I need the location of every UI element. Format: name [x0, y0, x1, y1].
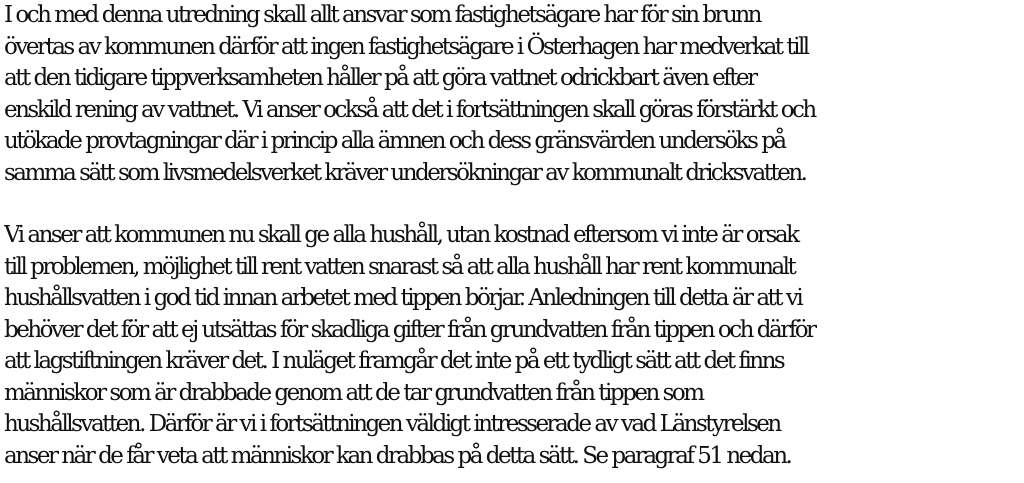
text-line: Vi anser att kommunen nu skall ge alla hushåll, utan kostnad eftersom vi inte är orsak — [4, 222, 798, 248]
text-line: behöver det för att ej utsättas för skadliga gifter från grundvatten från tippen och därför — [4, 316, 815, 343]
paragraph-1 — [4, 0, 1024, 189]
text-line: I och med denna utredning skall allt ansvar som fastighetsägare har för sin brunn — [4, 2, 760, 28]
paragraph-2 — [4, 220, 1024, 472]
text-line: att den tidigare tippverksamheten håller på att göra vattnet odrickbart även efter — [4, 65, 756, 91]
text-line: hushållsvatten. Därför är vi i fortsättningen väldigt intresserade av vad Länstyrelsen — [4, 411, 780, 437]
text-line: anser när de får veta att människor kan drabbas på detta sätt. Se paragraf 51 nedan. — [4, 442, 791, 469]
text-line: att lagstiftningen kräver det. I nuläget framgår det inte på ett tydligt sätt att det finns — [4, 348, 784, 374]
text-line: människor som är drabbade genom att de tar grundvatten från tippen som — [4, 379, 703, 406]
text-line: till problemen, möjlighet till rent vatten snarast så att alla hushåll har rent kommunalt — [4, 253, 795, 280]
text-line: enskild rening av vattnet. Vi anser också att det i fortsättningen skall göras förstärkt och — [4, 96, 815, 123]
text-line: samma sätt som livsmedelsverket kräver undersökningar av kommunalt dricksvatten. — [4, 159, 806, 186]
text-line: hushållsvatten i god tid innan arbetet med tippen börjar. Anledningen till detta är att vi — [4, 285, 802, 311]
text-line: övertas av kommunen därför att ingen fastighetsägare i Österhagen har medverkat till — [4, 33, 808, 60]
text-line: utökade provtagningar där i princip alla ämnen och dess gränsvärden undersöks på — [4, 128, 785, 154]
